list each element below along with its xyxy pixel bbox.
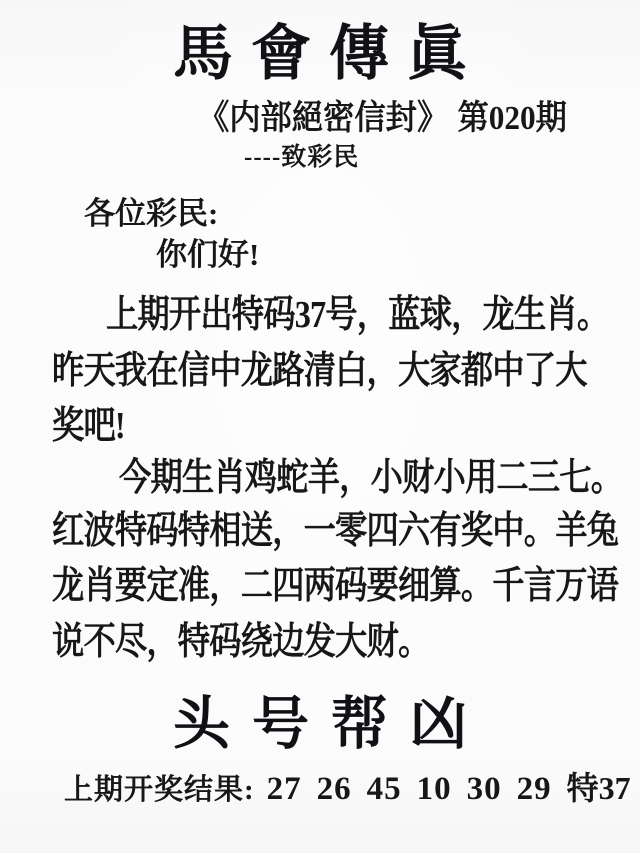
greeting: 你们好! (156, 237, 260, 272)
footer-heading: 头号帮凶 (173, 693, 489, 756)
issue-number: 第020期 (457, 100, 567, 137)
subtitle (198, 90, 567, 139)
letter-line-2: 昨天我在信中龙路清白，大家都中了大 (52, 350, 587, 392)
letter-line-3: 奖吧! (52, 405, 125, 447)
result-number-1: 27 (266, 771, 302, 807)
salutation: 各位彩民: (84, 196, 219, 231)
previous-draw-results (64, 763, 631, 809)
letter-line-4: 今期生肖鸡蛇羊，小财小用二三七。 (119, 457, 623, 499)
letter-line-7: 说不尽，特码绕边发大财。 (52, 621, 430, 663)
result-number-4: 10 (416, 771, 452, 807)
result-number-5: 30 (466, 771, 502, 807)
dedication-line: ----致彩民 (244, 144, 360, 171)
special-number: 特37 (566, 770, 631, 806)
result-number-6: 29 (516, 771, 552, 807)
letter-line-5: 红波特码特相送，一零四六有奖中。羊兔 (52, 510, 619, 552)
result-number-3: 45 (366, 771, 402, 807)
results-label: 上期开奖结果: (64, 774, 255, 806)
page-title: 馬會傳眞 (173, 21, 485, 87)
letter-line-1: 上期开出特码37号，蓝球，龙生肖。 (106, 294, 609, 336)
letter-line-6: 龙肖要定准，二四两码要细算。千言万语 (52, 565, 619, 607)
result-number-2: 26 (316, 771, 352, 807)
envelope-label: 《内部絕密信封》 (198, 100, 449, 137)
